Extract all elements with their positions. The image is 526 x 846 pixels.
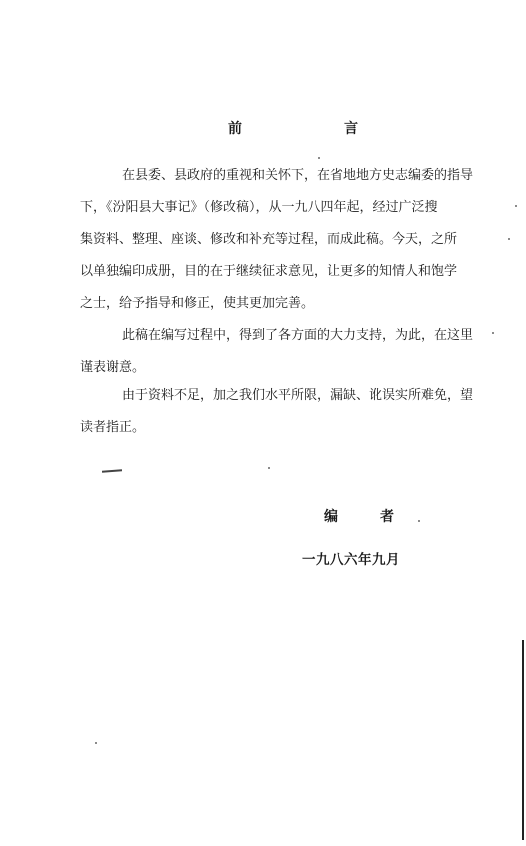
paragraph-line: 读者指正。 — [80, 420, 146, 435]
signature-char-2: 者 — [380, 509, 394, 525]
paragraph-line: 下，《汾阳县大事记》（修改稿），从一九八四年起，经过广泛搜 — [80, 200, 438, 215]
ink-speck — [95, 742, 97, 744]
ink-speck — [508, 238, 510, 240]
scan-edge — [522, 640, 524, 840]
title-char-1: 前 — [228, 121, 242, 137]
page-title — [228, 118, 358, 138]
paragraph-thanks — [80, 320, 500, 384]
paragraph-line: 以单独编印成册，目的在于继续征求意见，让更多的知情人和饱学 — [80, 264, 458, 279]
ink-speck — [418, 520, 420, 522]
ink-speck — [515, 205, 517, 207]
paragraph-apology — [80, 380, 500, 444]
paragraph-line: 集资料、整理、座谈、修改和补充等过程，而成此稿。今天，之所 — [80, 232, 458, 247]
title-char-2: 言 — [344, 121, 358, 137]
paragraph-intro — [80, 160, 500, 320]
date-line: 一九八六年九月 — [302, 552, 400, 568]
signature — [324, 506, 394, 526]
paragraph-line: 谨表谢意。 — [80, 360, 146, 375]
paragraph-line: 此稿在编写过程中，得到了各方面的大力支持，为此，在这里 — [122, 328, 474, 343]
signature-char-1: 编 — [324, 509, 338, 525]
paragraph-line: 由于资料不足，加之我们水平所限，漏缺、讹误实所难免，望 — [122, 388, 474, 403]
ink-speck — [318, 157, 320, 159]
paragraph-line: 之士，给予指导和修正，使其更加完善。 — [80, 296, 315, 311]
ink-speck — [268, 467, 270, 469]
paragraph-line: 在县委、县政府的重视和关怀下，在省地地方史志编委的指导 — [122, 168, 474, 183]
ink-speck — [492, 332, 494, 334]
ink-mark — [102, 469, 122, 472]
